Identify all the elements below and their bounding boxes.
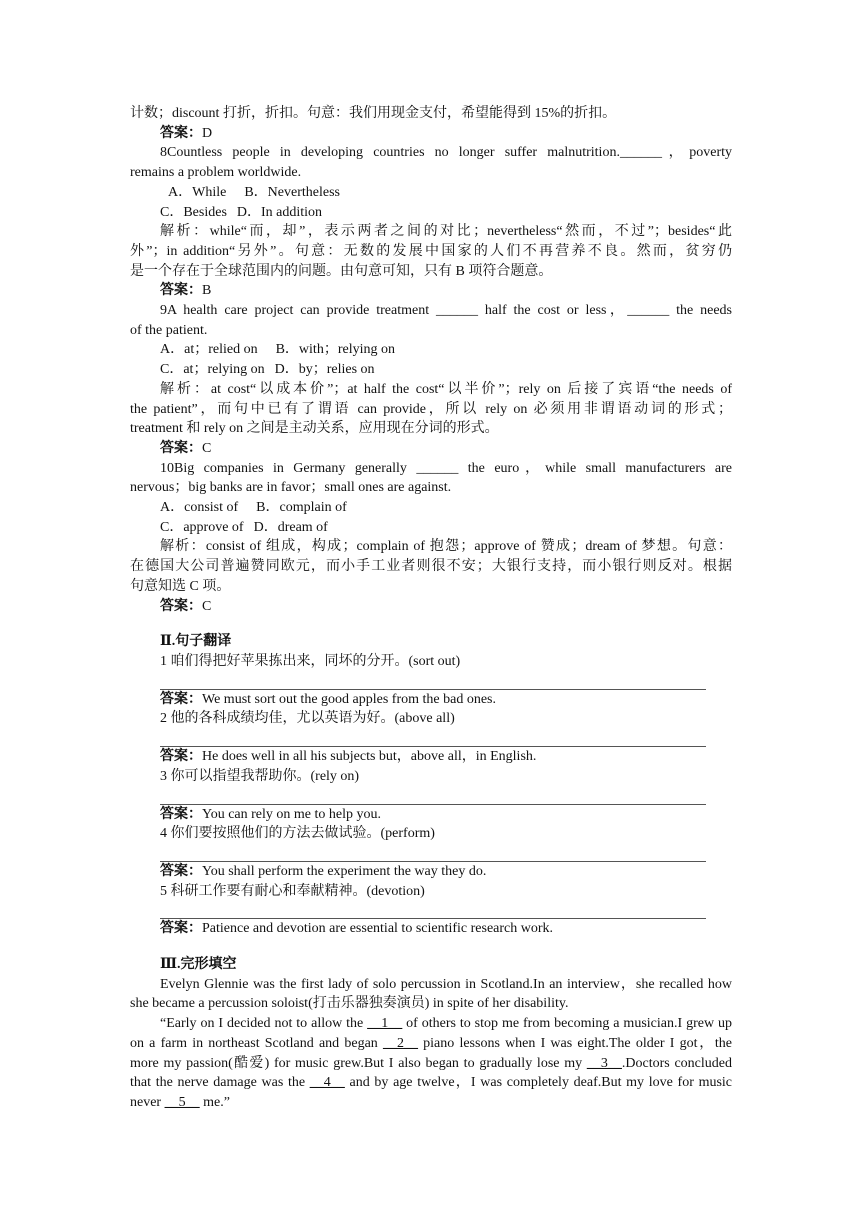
translation-answer-5 [130,919,732,939]
answer-value: B [202,283,212,299]
option-c: C．approve of [160,519,244,535]
translation-answer-4 [130,862,732,882]
answer-blank-line [160,787,706,805]
answer-blank-line [160,672,706,690]
question-8-options-1 [130,183,732,203]
cloze-blank-2: __2__ [382,1035,418,1051]
section-2-title: Ⅱ.句子翻译 [160,634,232,650]
option-b: B．with；relying on [275,342,395,358]
answer-value: We must sort out the good apples from the bad ones. [202,691,496,707]
answer-label: 答案： [160,440,202,456]
question-10-options-1 [130,498,732,518]
option-c: C．Besides [160,204,227,220]
question-10-options-2 [130,518,732,538]
cloze-paragraph-1: Evelyn Glennie was the first lady of solo percussion in Scotland.In an interview，she recalled how she became a percussion soloist(打击乐器独奏演员) in spite of her disability. [130,976,732,1012]
explanation-8-line-1: 解析：while“而，却”，表示两者之间的对比；nevertheless“然而，不过”；besides“此 [160,224,732,240]
question-9-options-2 [130,360,732,380]
question-10-line-2: nervous；big banks are in favor；small ones are against. [130,480,452,496]
explanation-8-line-2: 外”；in addition“另外”。句意：无数的发展中国家的人们不再营养不良。然而，贫穷仍 [130,243,732,259]
explanation-10-line-1: 解析：consist of 组成，构成；complain of 抱怨；approve of 赞成；dream of 梦想。句意： [160,539,732,555]
cloze-paragraph-2 [130,1014,732,1113]
translation-answer-1 [130,690,732,710]
answer-9 [130,439,732,459]
cloze-blank-4: __4__ [309,1075,345,1091]
translation-answer-2 [130,747,732,767]
translation-prompt-4: 4 你们要按照他们的方法去做试验。(perform) [160,826,435,842]
option-b: B．Nevertheless [244,184,340,200]
answer-value: He does well in all his subjects but，above all，in English. [202,749,537,765]
translation-prompt-2: 2 他的各科成绩均佳，尤以英语为好。(above all) [160,711,455,727]
answer-value: D [202,125,213,141]
section-3-title: Ⅲ.完形填空 [160,957,237,973]
cloze-text: me.” [199,1094,230,1110]
translation-prompt-5: 5 科研工作要有耐心和奉献精神。(devotion) [160,883,425,899]
answer-blank-line [160,844,706,862]
answer-label: 答案： [160,749,202,765]
cloze-text: of others to stop me from becoming a musician.I grew up on a farm in northeast Scotland and began [130,1016,732,1051]
option-d: D．dream of [253,519,328,535]
answer-value: You can rely on me to help you. [202,806,381,822]
answer-label: 答案： [160,125,202,141]
answer-value: Patience and devotion are essential to scientific research work. [202,921,554,937]
cloze-text: “Early on I decided not to allow the [160,1016,368,1032]
explanation-8-line-3: 是一个存在于全球范围内的问题。由句意可知，只有 B 项符合题意。 [130,263,553,279]
explanation-9-line-1: 解析：at cost“以成本价”；at half the cost“以半价”；rely on 后接了宾语“the needs of [160,381,732,397]
option-a: A．at；relied on [160,342,258,358]
translation-prompt-3: 3 你可以指望我帮助你。(rely on) [160,768,360,784]
question-8-line-2: remains a problem worldwide. [130,165,302,181]
option-d: D．by；relies on [274,362,375,378]
answer-value: C [202,440,212,456]
option-a: A．consist of [160,500,239,516]
cloze-blank-1: __1__ [367,1016,403,1032]
translation-prompt-1: 1 咱们得把好苹果拣出来，同坏的分开。(sort out) [160,653,461,669]
explanation-10-line-3: 句意知选 C 项。 [130,578,231,594]
question-9-line-1: 9A health care project can provide treatment ______ half the cost or less，______ the needs [160,303,732,319]
cloze-blank-5: __5__ [164,1094,200,1110]
question-9-line-2: of the patient. [130,322,208,338]
option-d: D．In addition [236,204,323,220]
answer-value: You shall perform the experiment the way they do. [202,863,487,879]
question-8-line-1: 8Countless people in developing countries no longer suffer malnutrition.______，poverty [160,145,732,161]
question-8-options-2 [130,203,732,223]
answer-7 [130,124,732,144]
question-10-line-1: 10Big companies in Germany generally ______ the euro，while small manufacturers are [160,460,732,476]
option-b: B．complain of [256,500,347,516]
explanation-9-line-2: the patient”，而句中已有了谓语 can provide，所以 rely on 必须用非谓语动词的形式； [130,401,732,417]
answer-10 [130,597,732,617]
answer-label: 答案： [160,598,202,614]
cloze-text: and by age twelve，I was completely deaf.But my love for music never [130,1075,733,1110]
document-page [130,104,732,1113]
explanation-line: 计数；discount 打折，折扣。句意：我们用现金支付，希望能得到 15%的折扣。 [130,106,617,121]
option-c: C．at；relying on [160,362,265,378]
answer-blank-line [160,901,706,919]
answer-blank-line [160,729,706,747]
answer-label: 答案： [160,921,202,937]
explanation-10-line-2: 在德国大公司普遍赞同欧元，而小手工业者则很不安；大银行支持，而小银行则反对。根据 [130,559,732,575]
answer-value: C [202,598,212,614]
answer-label: 答案： [160,863,202,879]
answer-label: 答案： [160,283,202,299]
cloze-text: piano lessons when I was eight.The older I got，the more my passion(酷爱) for music grew.But I also began to gradually lose my [130,1035,732,1071]
explanation-9-line-3: treatment 和 rely on 之间是主动关系，应用现在分词的形式。 [130,421,499,437]
question-9-options-1 [130,340,732,360]
answer-label: 答案： [160,806,202,822]
cloze-blank-3: __3__ [586,1055,622,1071]
answer-8 [130,281,732,301]
option-a: A．While [168,184,227,200]
cloze-text: .Doctors concluded that the nerve damage was the [130,1055,732,1091]
translation-answer-3 [130,805,732,825]
answer-label: 答案： [160,691,202,707]
